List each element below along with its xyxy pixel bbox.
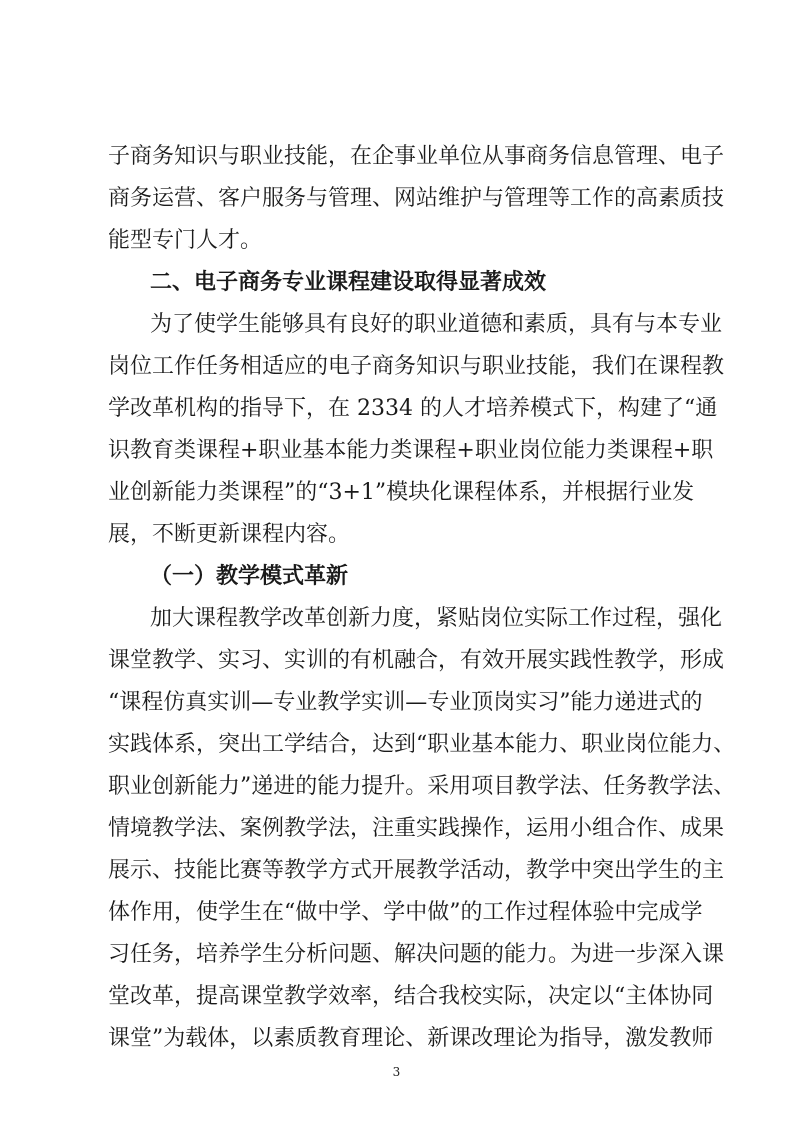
text-line: 加大课程教学改革创新力度，紧贴岗位实际工作过程，强化 (150, 606, 723, 631)
text-line: 为了使学生能够具有良好的职业道德和素质，具有与本专业 (150, 312, 723, 337)
text-line: 业创新能力类课程”的“3+1”模块化课程体系，并根据行业发 (108, 480, 695, 505)
text-line: 岗位工作任务相适应的电子商务知识与职业技能，我们在课程教 (108, 354, 725, 379)
text-line: 课堂教学、实习、实训的有机融合，有效开展实践性教学，形成 (108, 648, 725, 673)
text-line: 体作用，使学生在“做中学、学中做”的工作过程体验中完成学 (108, 900, 703, 925)
text-line: 学改革机构的指导下，在 2334 的人才培养模式下，构建了“通 (108, 396, 718, 421)
text-line: 展示、技能比赛等教学方式开展教学活动，教学中突出学生的主 (108, 858, 725, 883)
text-line: “课程仿真实训—专业教学实训—专业顶岗实习”能力递进式的 (108, 690, 703, 715)
text-line: 识教育类课程+职业基本能力类课程+职业岗位能力类课程+职 (108, 438, 714, 463)
text-line: 商务运营、客户服务与管理、网站维护与管理等工作的高素质技 (108, 186, 725, 211)
text-line: 职业创新能力”递进的能力提升。采用项目教学法、任务教学法、 (108, 774, 736, 799)
page-number: 3 (392, 1065, 401, 1079)
text-line: 堂改革，提高课堂教学效率，结合我校实际，决定以“主体协同 (108, 984, 714, 1009)
subsection-heading: （一）教学模式革新 (150, 564, 349, 589)
text-line: 实践体系，突出工学结合，达到“职业基本能力、职业岗位能力、 (108, 732, 736, 757)
text-line: 能型专门人才。 (108, 228, 263, 253)
text-line: 习任务，培养学生分析问题、解决问题的能力。为进一步深入课 (108, 942, 725, 967)
section-heading: 二、电子商务专业课程建设取得显著成效 (150, 270, 547, 295)
text-line: 课堂”为载体，以素质教育理论、新课改理论为指导，激发教师 (108, 1026, 714, 1051)
text-line: 情境教学法、案例教学法，注重实践操作，运用小组合作、成果 (108, 816, 725, 841)
text-line: 子商务知识与职业技能，在企事业单位从事商务信息管理、电子 (108, 144, 725, 169)
text-line: 展，不断更新课程内容。 (108, 522, 351, 547)
